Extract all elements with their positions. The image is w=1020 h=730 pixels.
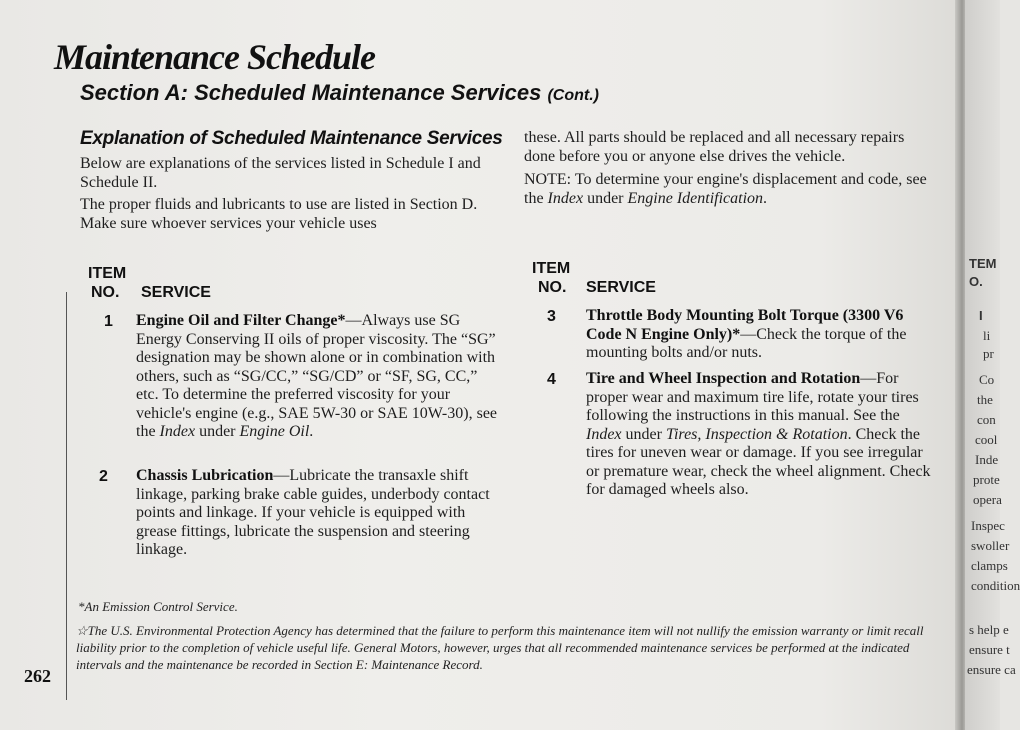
next-page-text: prote: [973, 472, 1000, 487]
section-cont-label: (Cont.): [547, 87, 599, 104]
topic-ref: Engine Oil: [239, 423, 310, 440]
next-page-text: pr: [983, 346, 994, 361]
explanation-paragraph-1: Below are explanations of the services listed in Schedule I and Schedule II.: [80, 155, 481, 191]
next-page-text: TEM: [969, 256, 997, 271]
section-title-text: Section A: Scheduled Maintenance Services: [80, 80, 542, 105]
item-number: 3: [547, 308, 556, 325]
next-page-text: I: [979, 308, 983, 323]
right-item-header: ITEM: [532, 260, 571, 277]
service-mid: under: [621, 425, 666, 443]
next-page-text: cool: [975, 432, 998, 447]
note-link-ref: Engine Identification: [627, 190, 764, 207]
left-no-header: NO.: [91, 284, 120, 301]
next-page-text: s help e: [969, 622, 1009, 637]
service-item-tire-rotation: [586, 370, 936, 500]
item-number: 4: [547, 371, 556, 388]
next-page-text: con: [977, 412, 996, 427]
explanation-paragraph-2: The proper fluids and lubricants to use are listed in Section D. Make sure whoever services your vehicle uses: [80, 196, 478, 232]
service-title: Chassis Lubrication: [136, 467, 274, 484]
note-index-ref: Index: [547, 190, 584, 207]
service-title: Throttle Body Mounting Bolt Torque (3300 V6 Code N Engine Only)*: [586, 307, 904, 343]
frame-divider-line: [66, 292, 67, 700]
note-prefix: NOTE: To determine your engine's displacement and code, see the: [524, 171, 927, 207]
service-mid: under: [195, 423, 240, 440]
next-page-text: opera: [973, 492, 1002, 507]
section-title: [80, 80, 599, 106]
next-page-text: condition: [971, 578, 1020, 593]
service-item-oil-change: [136, 312, 501, 442]
page-number: 262: [24, 666, 51, 686]
next-page-edge: [965, 0, 1020, 730]
right-service-header: SERVICE: [586, 279, 656, 296]
index-ref: Index: [586, 425, 622, 443]
service-end: . Check the tires for uneven wear or damage. If you see irregular or premature wear, check the wheel alignment. Check for damaged wheels also.: [586, 425, 931, 498]
right-no-header: NO.: [538, 279, 567, 296]
service-description: —Lubricate the transaxle shift linkage, parking brake cable guides, underbody contact points and linkage. If your vehicle is equipped with grease fittings, lubricate the suspension and steering linkage.: [136, 467, 490, 558]
explanation-note: [524, 170, 939, 208]
index-ref: Index: [159, 423, 196, 440]
next-page-text: clamps: [971, 558, 1008, 573]
left-item-header: ITEM: [88, 265, 127, 282]
service-end: .: [309, 423, 314, 440]
epa-footnote: ☆The U.S. Environmental Protection Agency has determined that the failure to perform this maintenance item will not nullify the emission warranty or limit recall liability prior to the completion of vehicle useful life. General Motors, however, urges that all recommended maintenance services be performed at the indicated intervals and the maintenance be recorded in Section E: Maintenance Record.: [76, 623, 924, 672]
emission-footnote: *An Emission Control Service.: [78, 599, 238, 614]
next-page-text: swoller: [971, 538, 1010, 553]
next-page-text: the: [977, 392, 993, 407]
left-service-header: SERVICE: [141, 284, 211, 301]
service-item-chassis-lubrication: [136, 467, 501, 560]
topic-ref: Tires, Inspection & Rotation: [665, 425, 848, 443]
service-item-throttle-body: [586, 307, 936, 363]
service-description: —For proper wear and maximum tire life, rotate your tires following the instructions in this manual. See the: [586, 370, 919, 424]
page-title: Maintenance Schedule: [54, 37, 376, 77]
note-end: .: [763, 190, 768, 207]
next-page-text: ensure ca: [967, 662, 1016, 677]
note-mid: under: [583, 190, 628, 207]
service-description: —Check the torque of the mounting bolts and/or nuts.: [586, 325, 907, 361]
explanation-paragraph-3: these. All parts should be replaced and all necessary repairs done before you or anyone else drives the vehicle.: [524, 129, 905, 165]
next-page-text: Inspec: [971, 518, 1005, 533]
explanation-heading: Explanation of Scheduled Maintenance Services: [80, 128, 503, 149]
service-title: Engine Oil and Filter Change*: [136, 312, 346, 329]
next-page-text: li: [983, 328, 991, 343]
next-page-text: Co: [979, 372, 995, 387]
service-title: Tire and Wheel Inspection and Rotation: [586, 370, 861, 387]
service-description: —Always use SG Energy Conserving II oils of proper viscosity. The “SG” designation may be shown alone or in combination with others, such as “SG/CC,” “SG/CD” or “SF, SG, CC,” etc. To determine the preferred viscosity for your vehicle's engine (e.g., SAE 5W-30 or SAE 10W-30), see the: [136, 312, 498, 440]
item-number: 2: [99, 468, 108, 485]
next-page-text: Inde: [975, 452, 999, 467]
item-number: 1: [104, 313, 113, 330]
next-page-text: ensure t: [969, 642, 1010, 657]
next-page-text: O.: [969, 274, 983, 289]
